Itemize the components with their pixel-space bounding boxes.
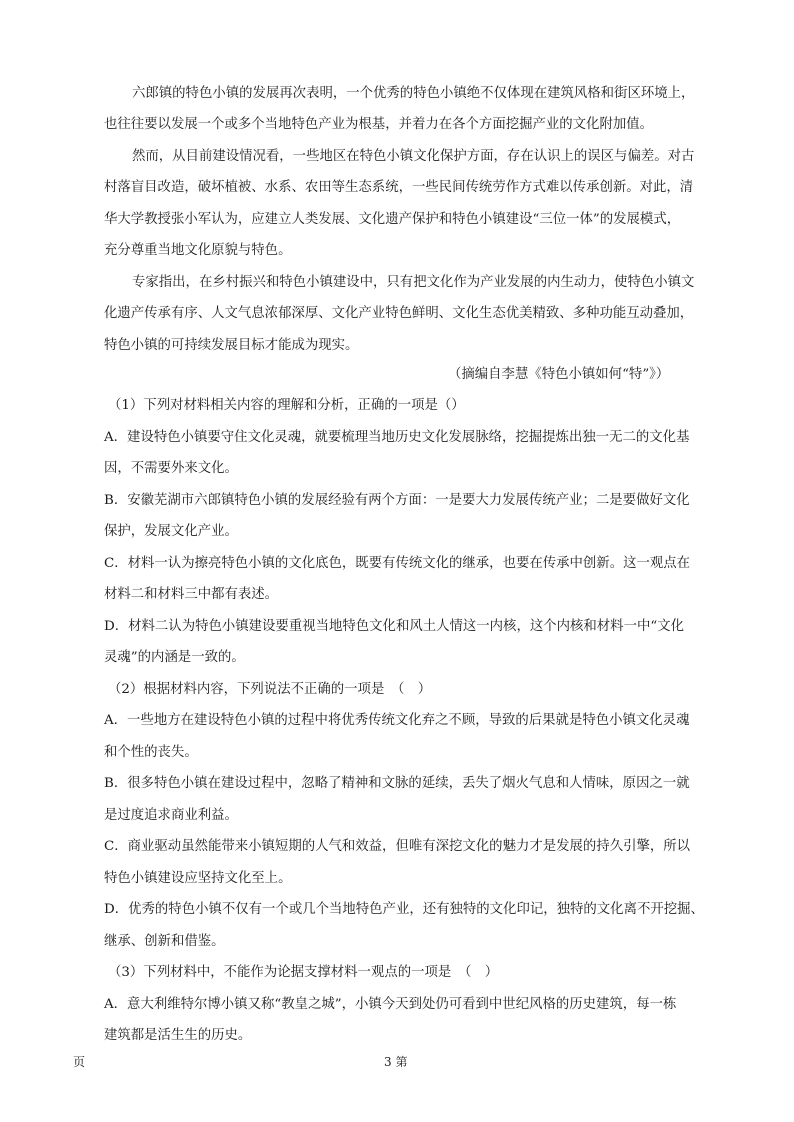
q1-option-b: B．安徽芜湖市六郎镇特色小镇的发展经验有两个方面：一是要大力发展传统产业；二是要做好文化 [104,493,690,508]
passage-line: 华大学教授张小军认为，应建立人类发展、文化遗产保护和特色小镇建设“三位一体”的发展模式， [104,212,681,227]
q3-option-a: A．意大利维特尔博小镇又称“教皇之城”，小镇今天到处仍可看到中世纪风格的历史建筑，每一栋 [104,997,677,1012]
source-citation: （摘编自李慧《特色小镇如何“特”》） [448,367,670,382]
q2-option-d: D．优秀的特色小镇不仅有一个或几个当地特色产业，还有独特的文化印记，独特的文化离不开挖掘、 [104,902,704,917]
q1-option-c: C．材料一认为擦亮特色小镇的文化底色，既要有传统文化的继承，也要在传承中创新。这一观点在 [104,556,691,571]
passage-line: 然而，从目前建设情况看，一些地区在特色小镇文化保护方面，存在认识上的误区与偏差。对古 [132,149,695,164]
passage-line: 化遗产传承有序、人文气息浓郁深厚、文化产业特色鲜明、文化生态优美精致、多种功能互动叠加， [104,306,694,321]
q1-option-a: 因，不需要外来文化。 [104,461,238,476]
passage-line: 专家指出，在乡村振兴和特色小镇建设中，只有把文化作为产业发展的内生动力，使特色小镇文 [132,275,695,290]
passage-line: 村落盲目改造，破坏植被、水系、农田等生态系统，一些民间传统劳作方式难以传承创新。对此，清 [104,180,694,195]
q2-option-a: A．一些地方在建设特色小镇的过程中将优秀传统文化弃之不顾，导致的后果就是特色小镇文化灵魂 [104,713,690,728]
question-1-stem: （1）下列对材料相关内容的理解和分析，正确的一项是（） [108,398,465,413]
q2-option-b: B．很多特色小镇在建设过程中，忽略了精神和文脉的延续，丢失了烟火气息和人情味，原因之一就 [104,776,690,791]
q2-option-b: 是过度追求商业利益。 [104,808,238,823]
q3-option-a: 建筑都是活生生的历史。 [104,1028,252,1043]
q2-option-a: 和个性的丧失。 [104,745,198,760]
passage-line: 充分尊重当地文化原貌与特色。 [104,243,292,258]
question-2-stem: （2）根据材料内容，下列说法不正确的一项是 （ ） [108,682,432,697]
passage-line: 六郎镇的特色小镇的发展再次表明，一个优秀的特色小镇绝不仅体现在建筑风格和街区环境上， [132,86,695,101]
footer-page-number: 3 第 [384,1055,408,1069]
q1-option-d: 灵魂”的内涵是一致的。 [104,650,245,665]
q1-option-c: 材料二和材料三中都有表述。 [104,587,279,602]
q1-option-d: D．材料二认为特色小镇建设要重视当地特色文化和风土人情这一内核，这个内核和材料一中“文化 [104,619,684,634]
q1-option-b: 保护，发展文化产业。 [104,524,238,539]
q1-option-a: A．建设特色小镇要守住文化灵魂，就要梳理当地历史文化发展脉络，挖掘提炼出独一无二的文化基 [104,430,690,445]
footer-page-label: 页 [73,1055,86,1069]
q2-option-c: C．商业驱动虽然能带来小镇短期的人气和效益，但唯有深挖文化的魅力才是发展的持久引擎，所以 [104,839,691,854]
q2-option-d: 继承、创新和借鉴。 [104,934,225,949]
passage-line: 也往往要以发展一个或多个当地特色产业为根基，并着力在各个方面挖掘产业的文化附加值。 [104,117,654,132]
passage-line: 特色小镇的可持续发展目标才能成为现实。 [104,338,359,353]
q2-option-c: 特色小镇建设应坚持文化至上。 [104,871,292,886]
question-3-stem: （3）下列材料中，不能作为论据支撑材料一观点的一项是 （ ） [108,965,499,980]
